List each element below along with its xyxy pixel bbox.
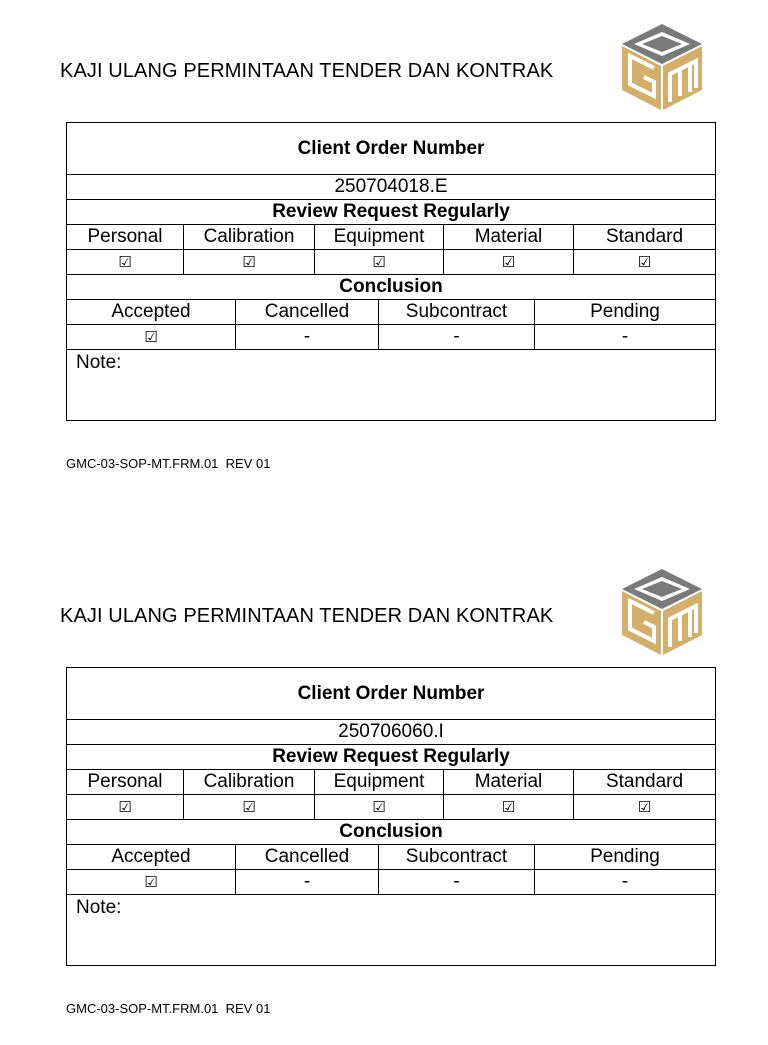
checkbox-material[interactable]: ☑ — [443, 795, 573, 819]
tender-review-form-2 — [0, 545, 768, 1045]
checkbox-accepted[interactable]: ☑ — [144, 328, 158, 346]
review-col-calibration: Calibration — [183, 770, 314, 794]
order-review-table — [66, 667, 716, 966]
review-col-material: Material — [443, 770, 573, 794]
checkbox-equipment[interactable]: ☑ — [314, 795, 443, 819]
client-order-value: 250704018.E — [334, 176, 448, 197]
pending-value: - — [534, 325, 715, 349]
conclusion-col-accepted: Accepted — [111, 301, 191, 322]
form-code-footer: GMC-03-SOP-MT.FRM.01 REV 01 — [66, 1001, 271, 1016]
review-col-equipment: Equipment — [314, 225, 443, 249]
note-label: Note: — [76, 897, 122, 918]
form-title: KAJI ULANG PERMINTAAN TENDER DAN KONTRAK — [60, 60, 554, 82]
conclusion-col-accepted: Accepted — [111, 846, 191, 867]
form-code-footer: GMC-03-SOP-MT.FRM.01 REV 01 — [66, 456, 271, 471]
review-col-personal: Personal — [87, 226, 163, 247]
cancelled-value: - — [235, 870, 378, 894]
client-order-value: 250706060.I — [338, 721, 444, 742]
pending-value: - — [534, 870, 715, 894]
client-order-label: Client Order Number — [297, 137, 485, 159]
conclusion-col-cancelled: Cancelled — [235, 300, 378, 324]
conclusion-label: Conclusion — [339, 821, 443, 842]
review-col-calibration: Calibration — [183, 225, 314, 249]
checkbox-standard[interactable]: ☑ — [573, 795, 715, 819]
gm-logo-icon — [620, 567, 704, 657]
checkbox-calibration[interactable]: ☑ — [183, 250, 314, 274]
review-request-label: Review Request Regularly — [272, 746, 510, 767]
note-label: Note: — [76, 352, 122, 373]
note-field[interactable] — [67, 350, 715, 420]
conclusion-label: Conclusion — [339, 276, 443, 297]
review-request-label: Review Request Regularly — [272, 201, 510, 222]
gm-logo-icon — [620, 22, 704, 112]
checkbox-accepted[interactable]: ☑ — [144, 873, 158, 891]
checkbox-personal[interactable]: ☑ — [118, 253, 132, 271]
subcontract-value: - — [378, 325, 534, 349]
client-order-label: Client Order Number — [297, 682, 485, 704]
note-field[interactable] — [67, 895, 715, 965]
review-col-personal: Personal — [87, 771, 163, 792]
order-review-table — [66, 122, 716, 421]
form-title: KAJI ULANG PERMINTAAN TENDER DAN KONTRAK — [60, 605, 554, 627]
conclusion-col-subcontract: Subcontract — [378, 300, 534, 324]
subcontract-value: - — [378, 870, 534, 894]
conclusion-col-pending: Pending — [534, 300, 715, 324]
conclusion-col-subcontract: Subcontract — [378, 845, 534, 869]
conclusion-col-pending: Pending — [534, 845, 715, 869]
checkbox-personal[interactable]: ☑ — [118, 798, 132, 816]
checkbox-equipment[interactable]: ☑ — [314, 250, 443, 274]
tender-review-form-1 — [0, 0, 768, 500]
checkbox-calibration[interactable]: ☑ — [183, 795, 314, 819]
review-col-standard: Standard — [573, 770, 715, 794]
review-col-equipment: Equipment — [314, 770, 443, 794]
checkbox-material[interactable]: ☑ — [443, 250, 573, 274]
checkbox-standard[interactable]: ☑ — [573, 250, 715, 274]
conclusion-col-cancelled: Cancelled — [235, 845, 378, 869]
cancelled-value: - — [235, 325, 378, 349]
review-col-material: Material — [443, 225, 573, 249]
review-col-standard: Standard — [573, 225, 715, 249]
